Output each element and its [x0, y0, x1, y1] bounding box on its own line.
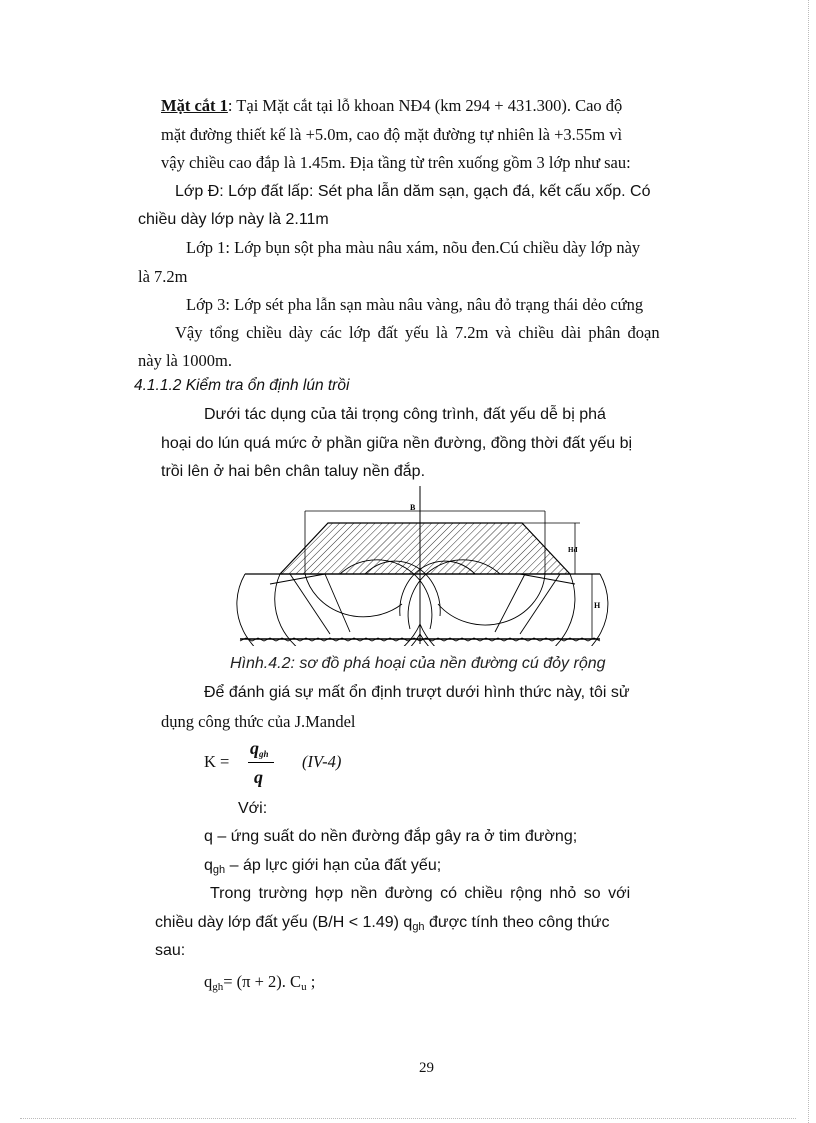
subsection-para-line1: Dưới tác dụng của tải trọng công trình, đất yếu dễ bị phá: [204, 406, 606, 423]
case-line3: sau:: [155, 942, 186, 959]
formula-tag: (IV-4): [302, 752, 342, 771]
layer-d-line1: Lớp Đ: Lớp đất lấp: Sét pha lẫn dăm sạn, gạch đá, kết cấu xốp. Có: [175, 183, 651, 200]
label-hd: Hđ: [568, 546, 578, 554]
section1-line2: mặt đường thiết kế là +5.0m, cao độ mặt đường tự nhiên là +3.55m vì: [161, 125, 623, 144]
qgh-definition: $q_{gh}$ – áp lực giới hạn của đất yếu;: [204, 857, 442, 876]
page-edge-right: [808, 0, 809, 1123]
with-label: Với:: [238, 800, 268, 817]
section1-line1: Mặt cắt 1: Tại Mặt cắt tại lỗ khoan NĐ4 (km 294 + 431.300). Cao độ: [161, 96, 623, 115]
page-edge-bottom: [20, 1118, 796, 1119]
layer-1-line1: Lớp 1: Lớp bụn sột pha màu nâu xám, nõu đen.Cú chiều dày lớp này: [186, 238, 641, 257]
layer-1-line2: là 7.2m: [138, 267, 188, 286]
formula-denominator: q: [254, 767, 263, 787]
layer-d-line2: chiều dày lớp này là 2.11m: [138, 211, 329, 228]
final-formula: $q_{gh}= (\pi + 2)$. $C_u$ ;: [204, 972, 316, 993]
layer-3: Lớp 3: Lớp sét pha lẫn sạn màu nâu vàng, nâu đỏ trạng thái dẻo cứng: [186, 295, 644, 314]
label-h: H: [594, 601, 601, 610]
summary-line1: Vậy tổng chiều dày các lớp đất yếu là 7.2m và chiều dài phân đoạn: [175, 323, 660, 342]
case-line1: Trong trường hợp nền đường có chiều rộng nhỏ so với: [210, 885, 631, 902]
section1-heading: Mặt cắt 1: [161, 96, 228, 115]
fraction-bar: [248, 762, 274, 763]
subsection-para-line3: trồi lên ở hai bên chân taluy nền đắp.: [161, 463, 426, 480]
label-b-top: B: [410, 503, 416, 512]
subsection-para-line2: hoại do lún quá mức ở phần giữa nền đường, đồng thời đất yếu bị: [161, 435, 633, 452]
method-line2: dụng công thức của J.Mandel: [161, 712, 356, 731]
formula-lhs: K =: [204, 752, 230, 771]
page-number: 29: [419, 1060, 434, 1076]
summary-line2: này là 1000m.: [138, 351, 232, 370]
q-definition: q – ứng suất do nền đường đắp gây ra ở tim đường;: [204, 828, 578, 845]
formula-numerator: $q_{gh}$: [250, 738, 269, 759]
section1-line3: vậy chiều cao đắp là 1.45m. Địa tầng từ trên xuống gồm 3 lớp như sau:: [161, 153, 631, 172]
method-line1: Để đánh giá sự mất ổn định trượt dưới hình thức này, tôi sử: [204, 684, 630, 701]
subsection-title: 4.1.1.2 Kiểm tra ổn định lún trồi: [134, 377, 350, 394]
figure-caption: Hình.4.2: sơ đồ phá hoại của nền đường cú đỏy rộng: [230, 655, 606, 672]
failure-diagram: [230, 484, 610, 646]
case-line2: chiều dày lớp đất yếu (B/H < 1.49) $q_{gh}$ được tính theo công thức: [155, 914, 610, 933]
